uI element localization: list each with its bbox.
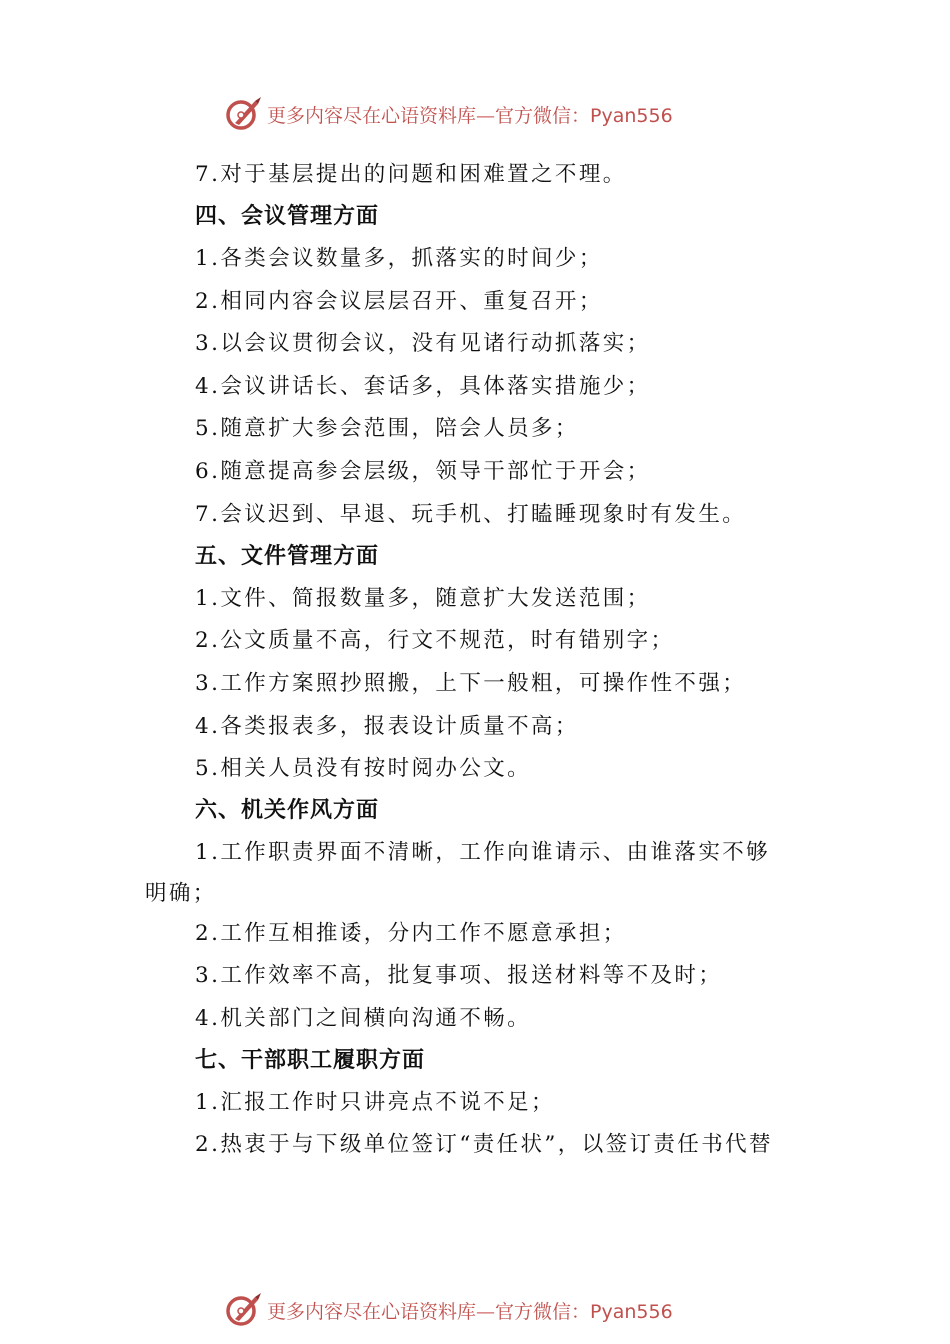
text-line: 3.以会议贯彻会议，没有见诸行动抓落实； [195, 331, 651, 356]
text-line: 5.随意扩大参会范围，陪会人员多； [195, 416, 579, 441]
text-line: 1.汇报工作时只讲亮点不说不足； [195, 1090, 555, 1115]
text-line: 3.工作效率不高，批复事项、报送材料等不及时； [195, 963, 723, 988]
text-line: 1.工作职责界面不清晰，工作向谁请示、由谁落实不够 [195, 840, 771, 865]
text-line: 2.工作互相推诿，分内工作不愿意承担； [195, 921, 627, 946]
banner-official: 官方微信： [495, 1300, 591, 1323]
quill-logo-icon [225, 96, 263, 132]
text-line: 2.公文质量不高，行文不规范，时有错别字； [195, 628, 675, 653]
banner-dash: — [476, 1300, 496, 1323]
banner-dash: — [476, 104, 496, 127]
text-line: 明确； [145, 881, 217, 906]
text-line: 4.机关部门之间横向沟通不畅。 [195, 1006, 532, 1031]
banner-library: 更多内容尽在心语资料库 [267, 1300, 477, 1323]
section-heading: 六、机关作风方面 [195, 798, 380, 823]
text-line: 7.会议迟到、早退、玩手机、打瞌睡现象时有发生。 [195, 502, 747, 527]
banner-text [267, 101, 673, 128]
text-line: 3.工作方案照抄照搬，上下一般粗，可操作性不强； [195, 671, 747, 696]
banner-text [267, 1297, 673, 1324]
banner-wechat-id: Pyan556 [590, 1300, 673, 1323]
section-heading: 五、文件管理方面 [195, 544, 380, 569]
footer-banner [225, 1292, 725, 1328]
section-heading: 七、干部职工履职方面 [195, 1048, 426, 1073]
text-line: 1.文件、简报数量多，随意扩大发送范围； [195, 586, 651, 611]
text-line: 6.随意提高参会层级，领导干部忙于开会； [195, 459, 651, 484]
header-banner [225, 96, 725, 132]
banner-official: 官方微信： [495, 104, 591, 127]
banner-library: 更多内容尽在心语资料库 [267, 104, 477, 127]
text-line: 4.会议讲话长、套话多，具体落实措施少； [195, 374, 651, 399]
text-line: 2.热衷于与下级单位签订“责任状”，以签订责任书代替 [195, 1132, 773, 1157]
text-line: 2.相同内容会议层层召开、重复召开； [195, 289, 603, 314]
section-heading: 四、会议管理方面 [195, 204, 380, 229]
banner-wechat-id: Pyan556 [590, 104, 673, 127]
text-line: 1.各类会议数量多，抓落实的时间少； [195, 246, 603, 271]
quill-logo-icon [225, 1292, 263, 1328]
text-line: 5.相关人员没有按时阅办公文。 [195, 756, 532, 781]
text-line: 7.对于基层提出的问题和困难置之不理。 [195, 162, 627, 187]
text-line: 4.各类报表多，报表设计质量不高； [195, 714, 579, 739]
